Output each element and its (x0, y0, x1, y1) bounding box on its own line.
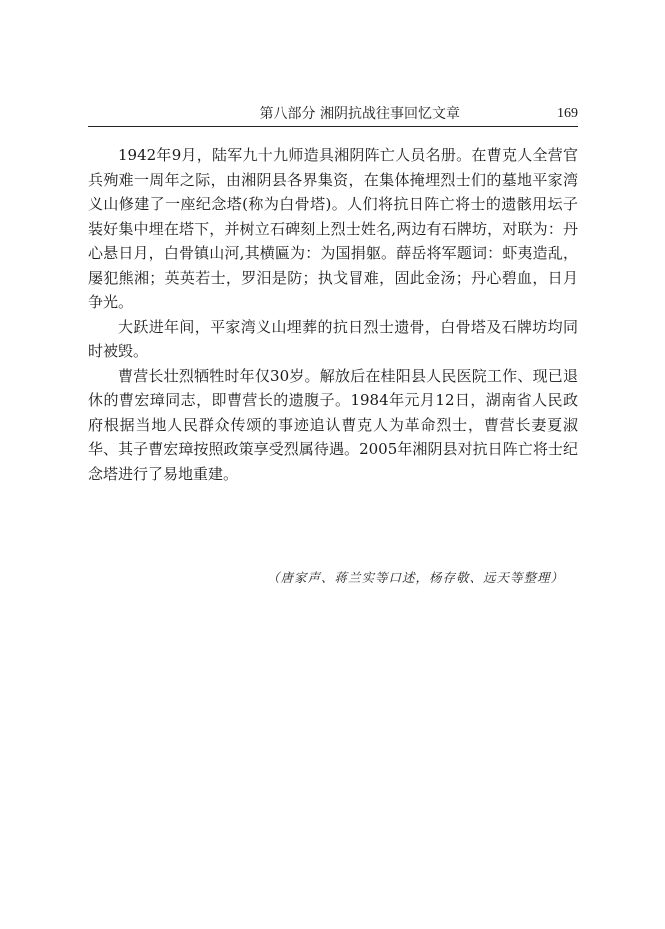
paragraph: 1942年9月，陆军九十九师造具湘阴阵亡人员名册。在曹克人全营官兵殉难一周年之际，由湘阴县各界集资，在集体掩埋烈士们的墓地平家湾义山修建了一座纪念塔(称为白骨塔)。人们将抗日阵亡将士的遗骸用坛子装好集中埋在塔下，并树立石碑刻上烈士姓名,两边有石牌坊，对联为：丹心悬日月，白骨镇山河,其横匾为：为国捐躯。薛岳将军题词：虾夷造乱，屡犯熊湘；英英若士，罗汨是防；执戈冒难，固此金汤；丹心碧血，日月争光。 (88, 146, 578, 311)
source-credit: （唐家声、蒋兰实等口述，杨存敬、远天等整理） (266, 570, 564, 585)
section-title: 第八部分 湘阴抗战往事回忆文章 (259, 106, 460, 122)
paragraph: 大跃进年间，平家湾义山埋葬的抗日烈士遗骨，白骨塔及石牌坊均同时被毁。 (88, 317, 578, 360)
page-number: 169 (557, 106, 578, 121)
paragraph: 曹营长壮烈牺牲时年仅30岁。解放后在桂阳县人民医院工作、现已退休的曹宏璋同志，即曹营长的遗腹子。1984年元月12日，湖南省人民政府根据当地人民群众传颂的事迹追认曹克人为革命烈士，曹营长妻夏淑华、其子曹宏璋按照政策享受烈属待遇。2005年湘阴县对抗日阵亡将士纪念塔进行了易地重建。 (88, 366, 578, 483)
running-header (88, 104, 578, 126)
header-rule (88, 126, 578, 127)
article-body (88, 143, 578, 486)
